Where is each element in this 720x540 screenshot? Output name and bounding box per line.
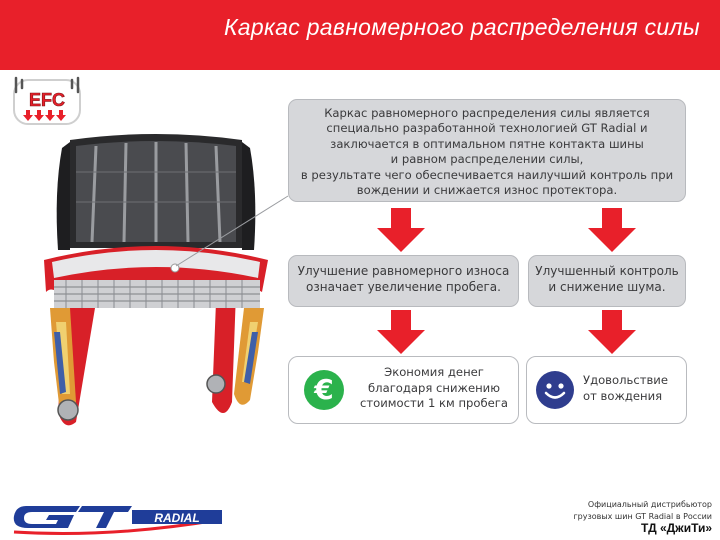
page-title: Каркас равномерного распределения силы bbox=[223, 14, 700, 40]
control-noise-box bbox=[528, 255, 686, 307]
arrow-down-icon bbox=[586, 208, 638, 252]
company-name: ТД «ДжиТи» bbox=[641, 521, 712, 535]
money-saving-box bbox=[288, 356, 519, 424]
even-wear-text: Улучшение равномерного износа означает увеличение пробега. bbox=[297, 264, 510, 294]
driving-pleasure-box bbox=[526, 356, 687, 424]
efc-logo bbox=[8, 72, 86, 130]
technology-description-box bbox=[288, 99, 686, 202]
arrow-down-icon bbox=[375, 310, 427, 354]
arrow-down-icon bbox=[586, 310, 638, 354]
smile-icon bbox=[536, 371, 574, 409]
money-saving-text: Экономия денег благодаря снижению стоимости 1 км пробега bbox=[360, 365, 508, 410]
header-bar bbox=[0, 0, 720, 70]
arrow-down-icon bbox=[375, 208, 427, 252]
gt-radial-logo bbox=[10, 498, 224, 536]
efc-logo-text: EFC bbox=[29, 90, 65, 110]
gt-logo-text: GT bbox=[10, 498, 12, 499]
control-noise-text: Улучшенный контроль и снижение шума. bbox=[535, 264, 679, 294]
euro-icon: € bbox=[304, 370, 344, 410]
distributor-text: Официальный дистрибьютор грузовых шин GT Radial в России bbox=[573, 500, 712, 521]
pointer-line bbox=[170, 190, 290, 270]
even-wear-box bbox=[288, 255, 519, 307]
driving-pleasure-text: Удовольствие от вождения bbox=[583, 373, 668, 403]
tire-cross-section-illustration bbox=[36, 132, 286, 432]
radial-logo-text: RADIAL bbox=[154, 511, 200, 525]
technology-description-text: Каркас равномерного распределения силы является специально разработанной технологией GT Radial и заключается в оптимальном пятне контакта шины и равном распределении силы, в результате чего обеспечивается наилучший контроль при вождении и снижается износ протектора. bbox=[300, 106, 674, 198]
